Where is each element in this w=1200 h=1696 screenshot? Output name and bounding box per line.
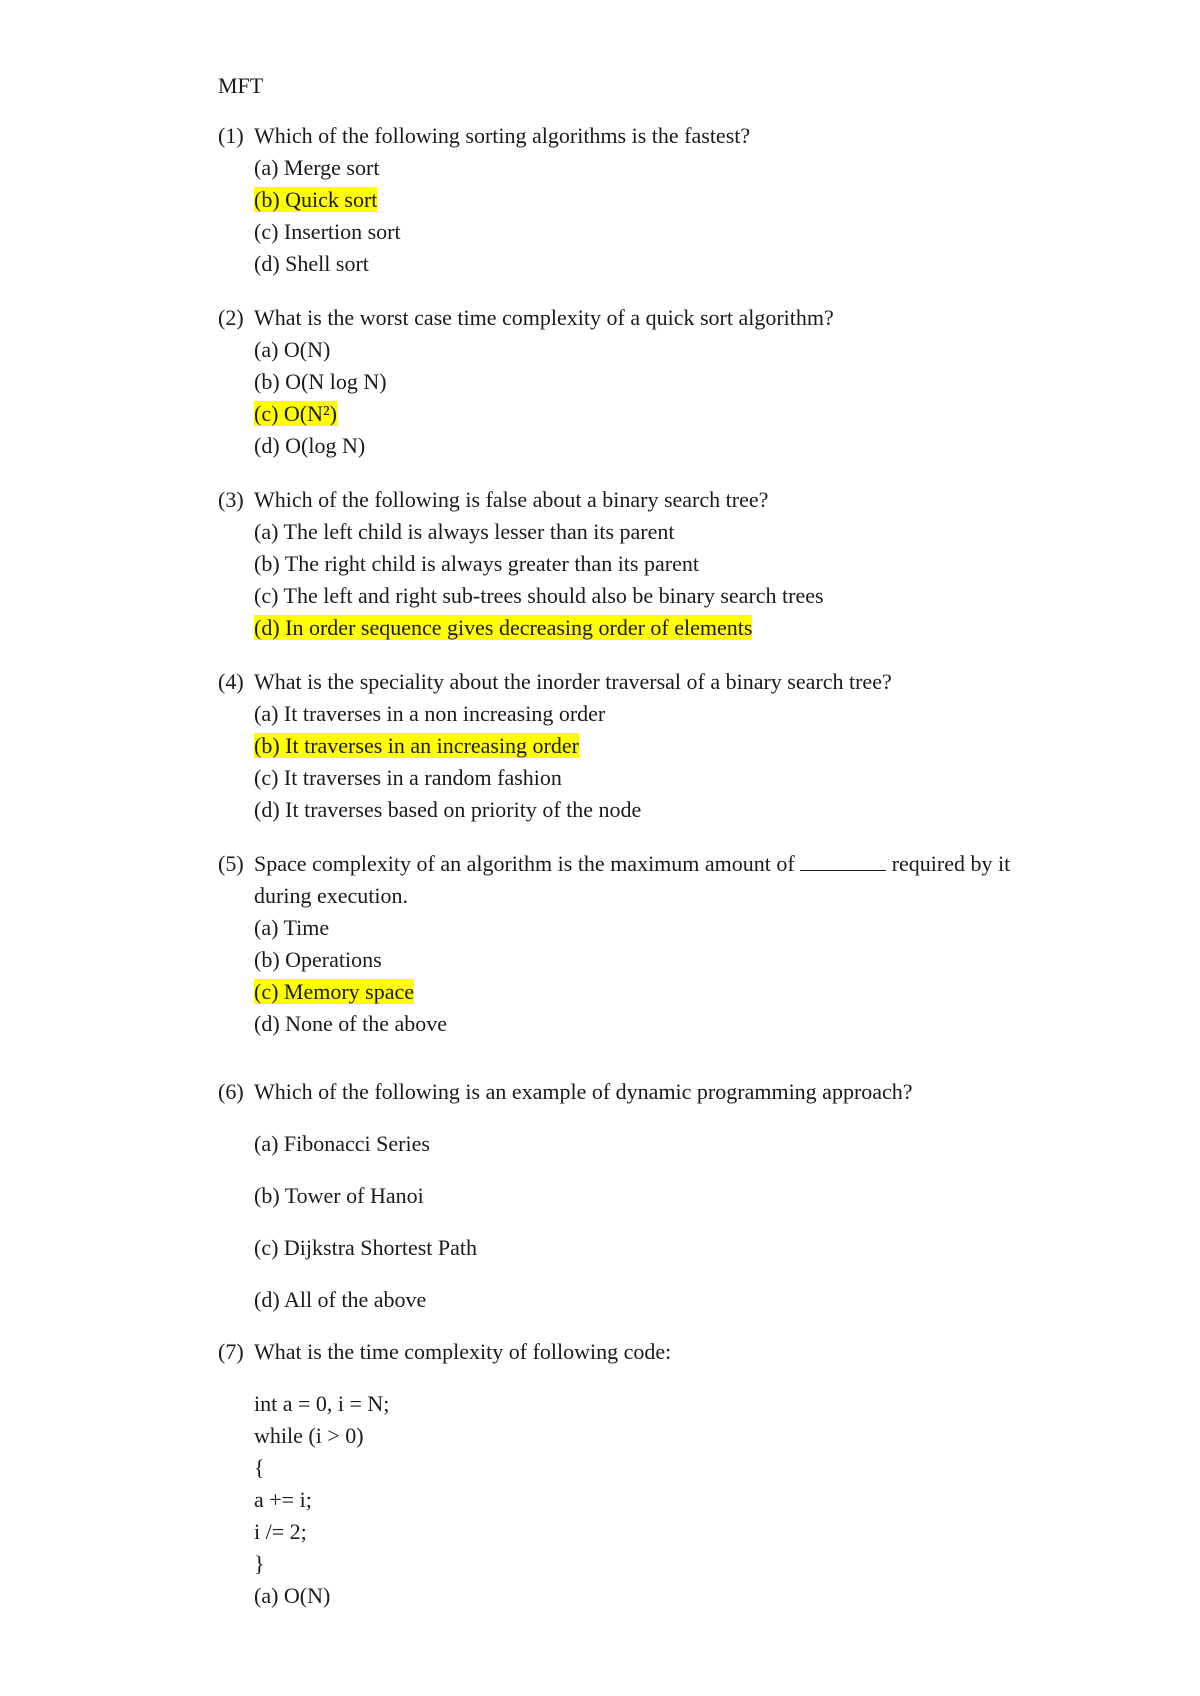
option-d [254, 612, 1058, 644]
code-line: } [254, 1551, 265, 1576]
option-a: (a) O(N) [254, 1583, 331, 1608]
code-line: int a = 0, i = N; [254, 1391, 390, 1416]
code-line: i /= 2; [254, 1519, 307, 1544]
option-c: (c) Insertion sort [254, 219, 401, 244]
highlighted-answer: (d) In order sequence gives decreasing order of elements [254, 615, 753, 640]
option-b [254, 730, 1058, 762]
question-4 [218, 666, 1058, 826]
question-number: (2) [218, 305, 244, 330]
option-d: (d) None of the above [254, 1011, 448, 1036]
question-number: (4) [218, 669, 244, 694]
option-b [254, 184, 1058, 216]
question-body: Which of the following is an example of dynamic programming approach? [254, 1079, 913, 1104]
question-body: Which of the following is false about a binary search tree? [254, 487, 769, 512]
question-text [218, 302, 1058, 334]
highlighted-answer: (b) Quick sort [254, 187, 378, 212]
question-number: (6) [218, 1079, 244, 1104]
option-c [254, 976, 1058, 1008]
options-list [254, 1118, 1058, 1326]
code-line: { [254, 1455, 265, 1480]
options-list [254, 698, 1058, 826]
option-a: (a) Time [254, 915, 330, 940]
question-text [218, 1336, 1058, 1368]
option-d: (d) All of the above [254, 1287, 427, 1312]
option-b: (b) Tower of Hanoi [254, 1183, 424, 1208]
option-b: (b) Operations [254, 947, 382, 972]
question-body: What is the worst case time complexity of a quick sort algorithm? [254, 305, 834, 330]
question-text [218, 848, 1058, 912]
question-text [218, 120, 1058, 152]
highlighted-answer: (b) It traverses in an increasing order [254, 733, 579, 758]
question-7 [218, 1336, 1058, 1612]
options-list [254, 334, 1058, 462]
highlighted-answer: (c) O(N²) [254, 401, 337, 426]
option-b: (b) The right child is always greater than its parent [254, 551, 699, 576]
question-3 [218, 484, 1058, 644]
option-c: (c) The left and right sub-trees should also be binary search trees [254, 583, 824, 608]
fill-in-blank [800, 852, 886, 871]
code-line: a += i; [254, 1487, 312, 1512]
options-list [254, 912, 1058, 1040]
option-a: (a) The left child is always lesser than its parent [254, 519, 675, 544]
question-text [218, 484, 1058, 516]
option-c: (c) Dijkstra Shortest Path [254, 1235, 478, 1260]
question-body: What is the time complexity of following code: [254, 1339, 672, 1364]
question-2 [218, 302, 1058, 462]
option-d: (d) Shell sort [254, 251, 369, 276]
question-1 [218, 120, 1058, 280]
question-body: Which of the following sorting algorithms is the fastest? [254, 123, 751, 148]
option-c: (c) It traverses in a random fashion [254, 765, 562, 790]
question-number: (5) [218, 851, 244, 876]
question-number: (7) [218, 1339, 244, 1364]
option-a: (a) O(N) [254, 337, 331, 362]
document-title: MFT [218, 73, 264, 98]
options-list [254, 152, 1058, 280]
option-b: (b) O(N log N) [254, 369, 387, 394]
option-a: (a) Merge sort [254, 155, 380, 180]
option-a: (a) It traverses in a non increasing order [254, 701, 606, 726]
options-list [254, 516, 1058, 644]
question-text [218, 1076, 1058, 1108]
question-text [218, 666, 1058, 698]
question-number: (1) [218, 123, 244, 148]
code-block [254, 1388, 1058, 1612]
code-line: while (i > 0) [254, 1423, 364, 1448]
question-number: (3) [218, 487, 244, 512]
option-c [254, 398, 1058, 430]
question-body: Space complexity of an algorithm is the maximum amount of required by it during execution. [254, 851, 1011, 908]
question-body: What is the speciality about the inorder traversal of a binary search tree? [254, 669, 892, 694]
question-6 [218, 1076, 1058, 1326]
option-a: (a) Fibonacci Series [254, 1131, 430, 1156]
question-5 [218, 848, 1058, 1040]
option-d: (d) It traverses based on priority of the node [254, 797, 642, 822]
option-d: (d) O(log N) [254, 433, 366, 458]
highlighted-answer: (c) Memory space [254, 979, 415, 1004]
